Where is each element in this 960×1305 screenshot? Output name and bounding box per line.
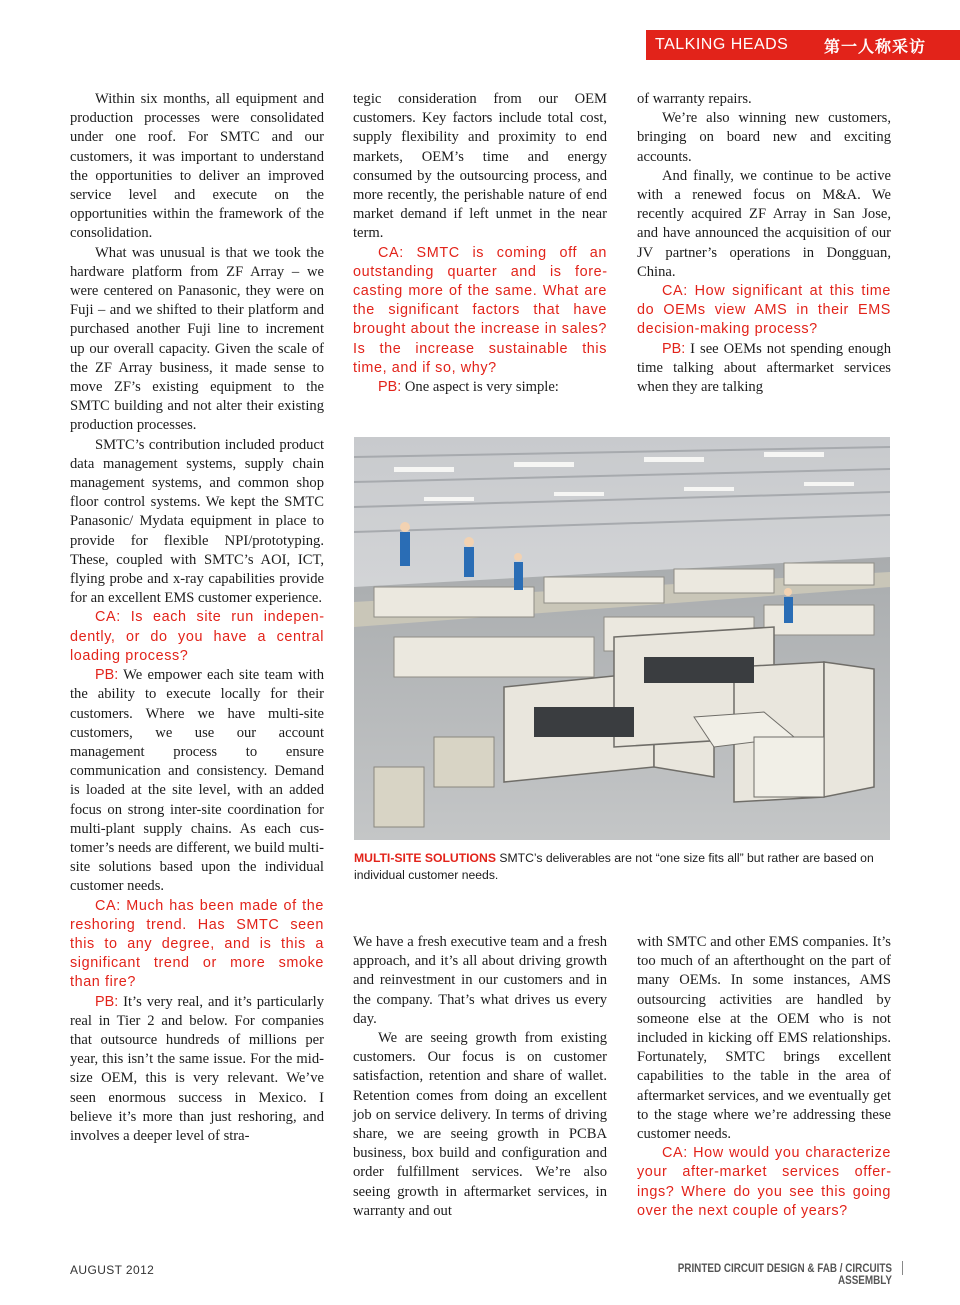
- interview-answer: [70, 993, 324, 1147]
- interview-question: CA: SMTC is coming off an outstanding quarter and is forecasting more of the same. What are the significant factors that have brought about the increase in sales? Is the increase sustainable this time, and if so, why?: [353, 244, 607, 376]
- section-title: TALKING HEADS: [655, 36, 789, 53]
- caption-text: SMTC’s deliverables are not “one size fits all” but rather are based on individual customer needs.: [354, 851, 874, 882]
- interview-answer: [637, 340, 891, 398]
- answer-text: One aspect is very simple:: [401, 379, 559, 396]
- answer-speaker: PB:: [95, 993, 119, 1010]
- interview-question: CA: Is each site run independently, or do you have a central loading process?: [70, 609, 324, 664]
- caption-lead: MULTI-SITE SOLUTIONS: [354, 851, 496, 865]
- factory-photo-illustration: [354, 437, 890, 840]
- footer-publication-name: PRINTED CIRCUIT DESIGN & FAB / CIRCUITS ASSEMBLY: [677, 1263, 892, 1287]
- footer-issue-date: AUGUST 2012: [70, 1263, 155, 1277]
- answer-text: We empower each site team with the ability to execute locally for their customers. Where we have multi-site customers, we use our account management process to ensure communication and consistency. Demand is loaded at the site level, with an added focus on strong inter-site coordination for multi-plant supply chains. As each customer’s needs are different, we build multi-site solutions based upon the individual customer needs.: [70, 667, 324, 895]
- body-paragraph: What was unusual is that we took the hardware platform from ZF Array – we were centered on Panasonic, they were on Fuji – and we shifted to their platform and purchased another Fuji line to increment up our overall capacity. Given the scale of the ZF Array business, it made sense to move ZF’s existing equipment to the SMTC building and not alter their existing production processes.: [70, 244, 324, 434]
- article-column-2-bottom: [353, 933, 607, 1221]
- answer-text: It’s very real, and it’s particularly real in Tier 2 and below. For companies that outsource hundreds of millions per year, this isn’t the same issue. For the mid-size OEM, this is very relevant. We’ve seen enormous success in Mexico. I believe it’s more than just reshoring, and involves a deeper level of stra-: [70, 993, 324, 1144]
- article-column-2-top: [353, 90, 607, 397]
- body-paragraph: of warranty repairs.: [637, 91, 752, 107]
- interview-answer: [353, 378, 607, 397]
- body-paragraph: with SMTC and other EMS companies. It’s too much of an afterthought on the part of many OEMs. In some instances, AMS outsourcing activities are handled by someone else at the OEM who is not included in kicking off EMS relationships. Fortunately, SMTC brings excellent capabilities to the table in the area of aftermarket services, and we eventually get to the stage where we’re addressing these customer needs.: [637, 934, 891, 1143]
- body-paragraph: tegic consideration from our OEM customers. Key factors include total cost, supply flexibility and proximity to end markets, OEM’s time and energy consumed by the outsourcing process, and more recently, the perishable nature of end market demand if left unmet in the near term.: [353, 91, 607, 242]
- body-paragraph: Within six months, all equipment and production processes were consolidated under one roof. For SMTC and our customers, it was important to understand the opportunities to deliver an improved service level and execute on the opportunities within the framework of the consolidation.: [70, 91, 324, 242]
- section-title-chinese: 第一人称采访: [824, 37, 927, 56]
- article-column-3-bottom: [637, 933, 891, 1221]
- section-header-bar: [646, 30, 960, 60]
- interview-answer: [70, 666, 324, 896]
- body-paragraph: We are seeing growth from existing customers. Our focus is on customer satisfaction, retention and share of wallet. Retention comes from doing an excellent job on service delivery. In terms of driving share, we are seeing growth in PCBA business, box build and configuration and order fulfillment services. We’re also seeing growth in aftermarket services, in warranty and out: [353, 1030, 607, 1219]
- interview-question: CA: Much has been made of the reshoring trend. Has SMTC seen this to any degree, and is this a significant trend or more smoke than fire?: [70, 897, 324, 991]
- answer-text: I see OEMs not spending enough time talking about aftermarket services when they are talking: [637, 340, 891, 396]
- answer-speaker: PB:: [662, 340, 686, 357]
- footer-divider: [902, 1261, 903, 1275]
- photo-caption: [354, 850, 890, 884]
- factory-floor-photo: [354, 437, 890, 840]
- article-column-3-top: [637, 90, 891, 397]
- body-paragraph: And finally, we continue to be active with a renewed focus on M&A. We recently acquired ZF Array in San Jose, and have announced the acquisition of our JV partner’s operations in Dongguan, China.: [637, 167, 891, 280]
- interview-question: CA: How would you characterize your after-market services offerings? Where do you see this going over the next couple of years?: [637, 1145, 891, 1219]
- article-column-1: [70, 90, 324, 1146]
- answer-speaker: PB:: [95, 667, 119, 684]
- body-paragraph: SMTC’s contribution included product data management systems, supply chain management systems, and common shop floor control systems. We kept the SMTC Panasonic/ Mydata equipment in place to provide for flexible NPI/prototyping. These, coupled with SMTC’s AOI, ICT, flying probe and x-ray capabilities provide for an excellent EMS customer experience.: [70, 436, 324, 607]
- answer-speaker: PB:: [378, 379, 402, 396]
- interview-question: CA: How significant at this time do OEMs view AMS in their EMS decision-making process?: [637, 283, 891, 338]
- body-paragraph: We have a fresh executive team and a fresh approach, and it’s all about driving growth and reinvestment in our customers and in the company. That’s what drives us every day.: [353, 934, 607, 1027]
- body-paragraph: We’re also winning new customers, bringing on board new and exciting accounts.: [637, 110, 891, 165]
